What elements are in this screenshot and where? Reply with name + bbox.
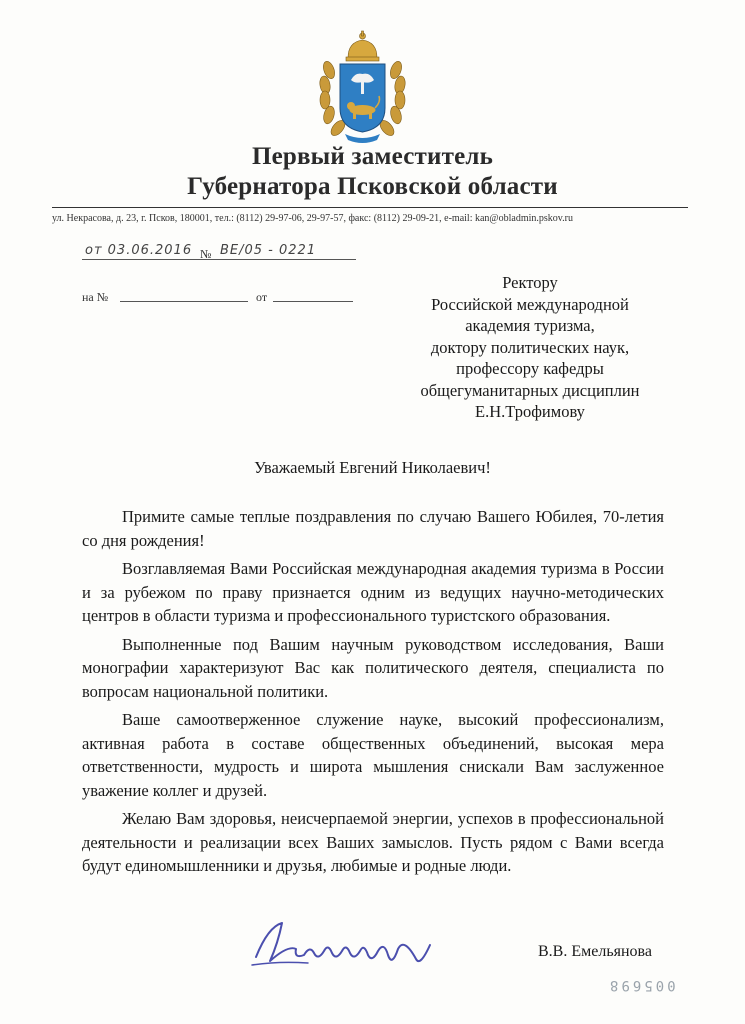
- salutation: Уважаемый Евгений Николаевич!: [254, 458, 491, 477]
- outgoing-number: ВЕ/05 - 0221: [220, 243, 317, 258]
- outgoing-number-label: №: [200, 247, 212, 261]
- recipient-line: общегуманитарных дисциплин: [420, 380, 640, 400]
- body-paragraph: Желаю Вам здоровья, неисчерпаемой энергии, успехов в профессиональной деятельности и реализации всех Ваших замыслов. Пусть рядом с Вами всегда будут единомышленники и друзья, любимые и родные люди.: [82, 809, 664, 875]
- recipient-block: [360, 272, 700, 423]
- recipient-line: Е.Н.Трофимову: [475, 402, 585, 421]
- incoming-date-line: [273, 301, 353, 302]
- body-paragraph: Возглавляемая Вами Российская международная академия туризма в России и за рубежом по праву признается одним из ведущих научно-методических центров в области туризма и профессионального туристского образования.: [82, 559, 664, 625]
- recipient-line: академия туризма,: [465, 316, 595, 335]
- outgoing-underline: [82, 259, 356, 260]
- letterhead-divider: [52, 207, 688, 208]
- letterhead-title-line1: Первый заместитель: [251, 143, 494, 170]
- handwritten-signature: [248, 915, 448, 975]
- incoming-number-line: [120, 301, 248, 302]
- outgoing-date: от 03.06.2016: [85, 243, 193, 258]
- letterhead-title-line2: Губернатора Псковской области: [187, 173, 558, 200]
- body-paragraph: Выполненные под Вашим научным руководством исследования, Ваши монографии характеризуют Вас как политического деятеля, специалиста по вопросам национальной политики.: [82, 634, 664, 701]
- incoming-from-label: от: [256, 290, 268, 304]
- ribbon: [345, 134, 380, 143]
- recipient-line: профессору кафедры: [456, 359, 604, 378]
- letterhead-address: ул. Некрасова, д. 23, г. Псков, 180001, тел.: (8112) 29-97-06, 29-97-57, факс: (8112) 29-09-21, e-mail: kan@obladmin.pskov.ru: [52, 213, 573, 224]
- registration-stamp-number: 005698: [607, 977, 676, 993]
- incoming-number-label: на №: [82, 290, 109, 304]
- letter-body: [82, 505, 664, 883]
- coat-of-arms-emblem: [315, 30, 410, 145]
- recipient-line: доктору политических наук,: [430, 337, 630, 357]
- body-paragraph: Примите самые теплые поздравления по случаю Вашего Юбилея, 70-летия со дня рождения!: [82, 507, 664, 550]
- crown: [346, 31, 379, 61]
- recipient-line: Ректору: [502, 273, 558, 292]
- recipient-line: Российской международной: [431, 294, 629, 314]
- body-paragraph: Ваше самоотверженное служение науке, высокий профессионализм, активная работа в составе общественных объединений, высокая мера ответственности, мудрость и широта мышления снискали Вам заслуженное уважение коллег и друзей.: [82, 710, 664, 800]
- signer-name: В.В. Емельянова: [538, 943, 652, 960]
